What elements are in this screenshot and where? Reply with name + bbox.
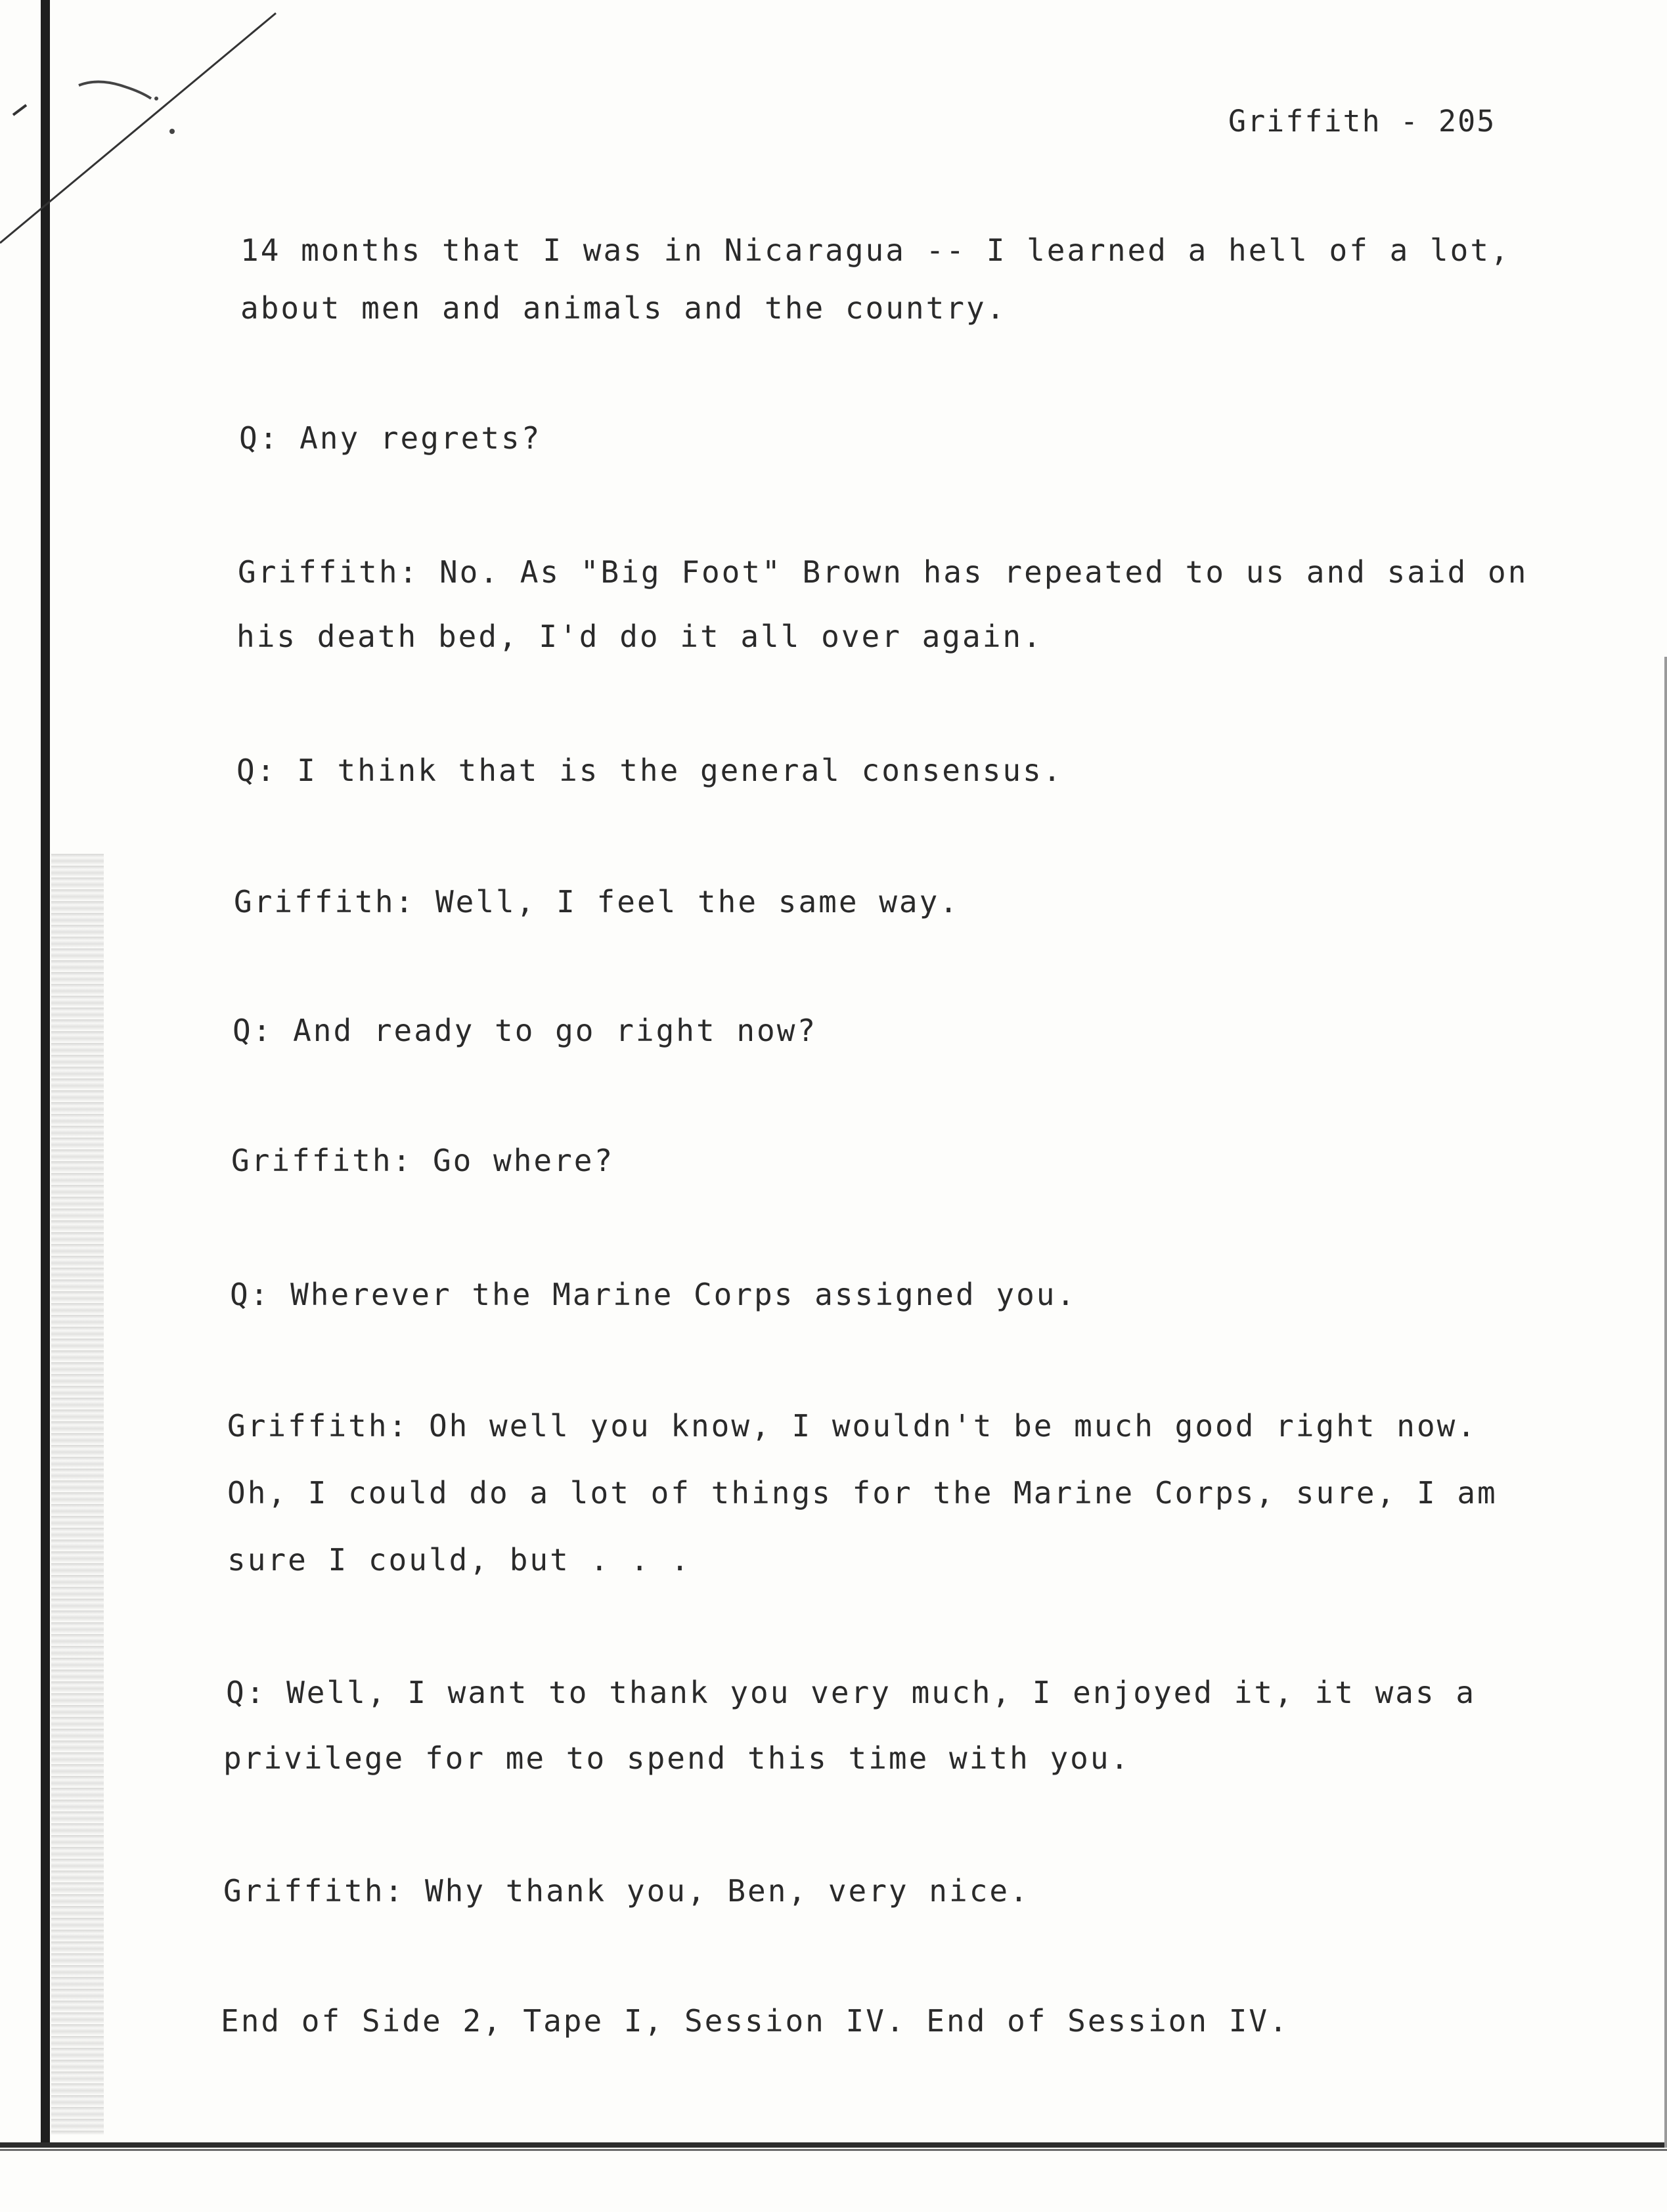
transcript-line: privilege for me to spend this time with you. — [223, 1740, 1131, 1776]
transcript-line: Griffith: Go where? — [231, 1143, 615, 1178]
transcript-line: Q: And ready to go right now? — [233, 1013, 818, 1048]
page-bottom-edge — [0, 2142, 1667, 2148]
transcript-line: Griffith: Well, I feel the same way. — [234, 884, 960, 919]
page-bottom-edge-shadow — [0, 2149, 1667, 2151]
transcript-line: about men and animals and the country. — [240, 290, 1007, 326]
scan-speckle — [51, 854, 104, 2135]
transcript-line: Q: Any regrets? — [239, 420, 542, 456]
page-right-edge — [1664, 657, 1667, 2148]
transcript-line: Q: Well, I want to thank you very much, I enjoyed it, it was a — [226, 1675, 1477, 1710]
transcript-line: Q: Wherever the Marine Corps assigned you. — [230, 1277, 1077, 1312]
transcript-line: Griffith: Oh well you know, I wouldn't be much good right now. — [227, 1408, 1478, 1444]
transcript-line: End of Side 2, Tape I, Session IV. End of Session IV. — [221, 2003, 1289, 2039]
transcript-line: Q: I think that is the general consensus. — [236, 753, 1063, 788]
transcript-line: Griffith: No. As "Big Foot" Brown has repeated to us and said on — [238, 554, 1528, 590]
page-header: Griffith - 205 — [1228, 104, 1496, 139]
transcript-line: Griffith: Why thank you, Ben, very nice. — [223, 1873, 1030, 1909]
transcript-line: sure I could, but . . . — [227, 1542, 691, 1578]
binding-edge — [41, 0, 50, 2148]
transcript-line: Oh, I could do a lot of things for the Marine Corps, sure, I am — [227, 1475, 1498, 1511]
transcript-line: his death bed, I'd do it all over again. — [236, 619, 1043, 654]
transcript-line: 14 months that I was in Nicaragua -- I learned a hell of a lot, — [240, 232, 1511, 268]
